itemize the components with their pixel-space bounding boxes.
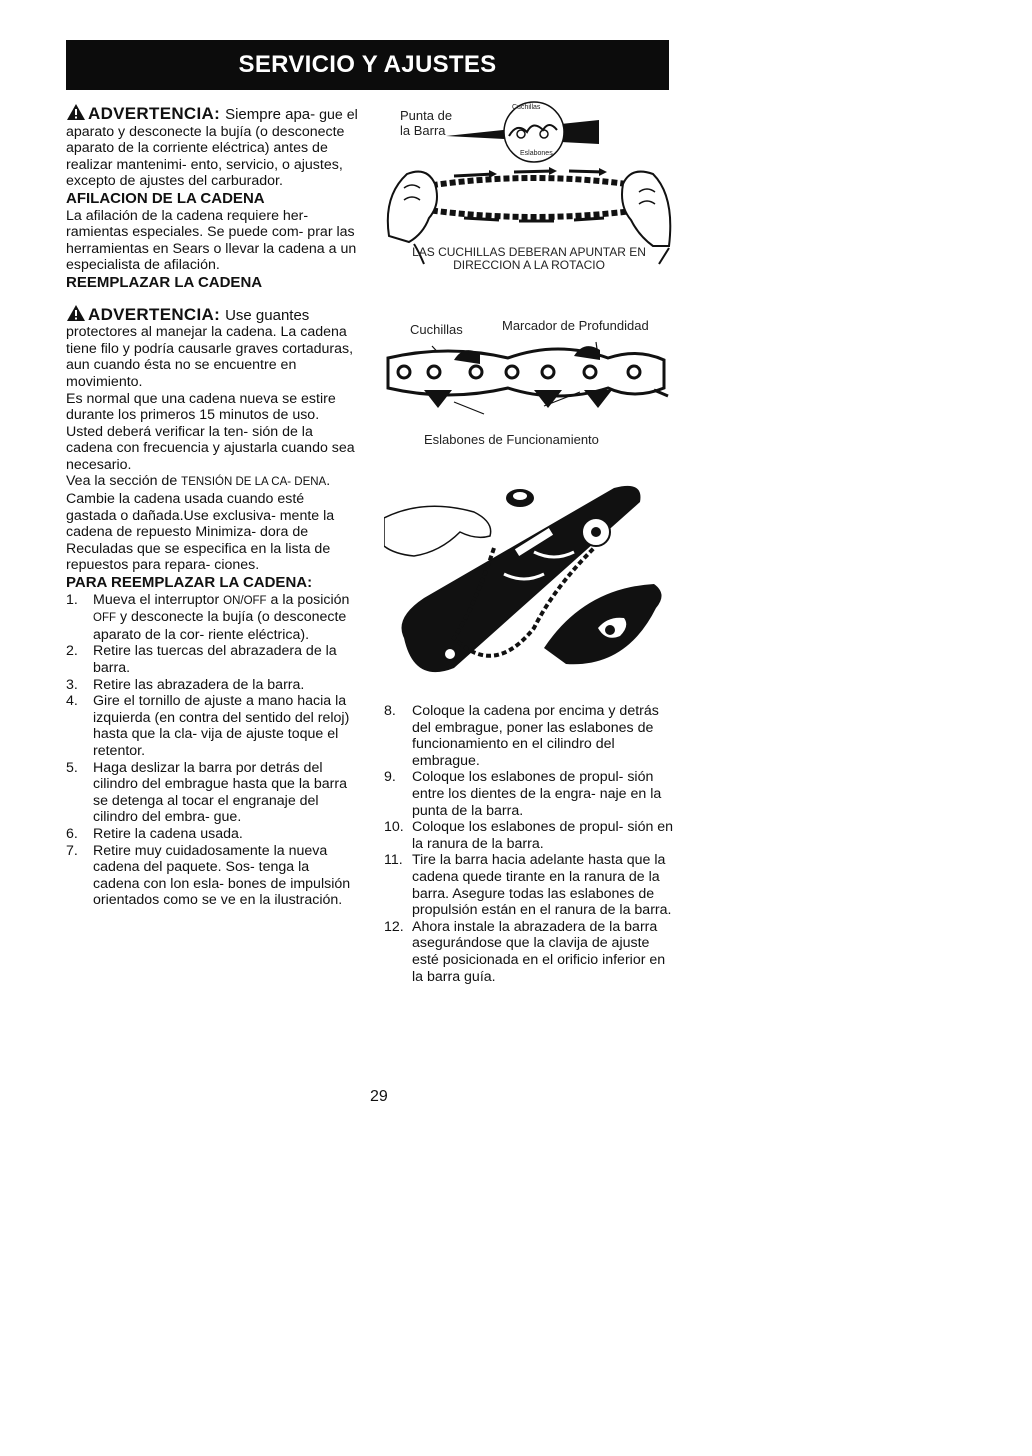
step-text: Gire el tornillo de ajuste a mano hacia la izquierda (en contra del sentido del reloj) hasta que la cla- vija de ajuste toque el retentor.	[93, 693, 350, 759]
rotation-caption: LAS CUCHILLAS DEBERAN APUNTAR EN DIRECCION A LA ROTACIO	[412, 245, 646, 272]
step-text: Coloque la cadena por encima y detrás del embrague, poner las eslabones de funcionamiento en el cilindro del embrague.	[412, 703, 659, 769]
page-number: 29	[370, 1088, 388, 1105]
warning-1-body: gue el aparato y desconecte la bujía (o desconecte aparato de la corriente eléctrica) antes de realizar mantenimi- ento, servicio, o ajustes, excepto de ajustes del carburador.	[66, 107, 358, 190]
list-item	[66, 843, 358, 909]
list-item	[66, 677, 358, 694]
step-text: Retire las abrazadera de la barra.	[93, 676, 305, 693]
chain-parts-figure	[384, 316, 674, 456]
step-text: Tire la barra hacia adelante hasta que la cadena quede tirante en la ranura de la barra. Asegure todas las eslabones de propulsión están en el ranura de la barra.	[412, 852, 672, 919]
cutters-label: Cuchillas	[410, 322, 463, 337]
step-number: 6.	[66, 825, 78, 842]
warning-1-lead: Siempre apa-	[225, 106, 316, 123]
normal-stretch-body: Es normal que una cadena nueva se estire durante los primeros 15 minutos de uso. Usted deberá verificar la ten- sión de la cadena con frecuencia y ajustarla cuando sea necesario.	[66, 390, 355, 473]
warning-2	[66, 304, 358, 391]
step-number: 4.	[66, 693, 78, 710]
list-item	[66, 760, 358, 826]
drive-links-label: Eslabones de Funcionamiento	[424, 432, 599, 447]
list-item	[66, 693, 358, 759]
list-item	[384, 703, 674, 769]
step-number: 8.	[384, 703, 396, 719]
step-text: Coloque los eslabones de propul- sión en la ranura de la barra.	[412, 819, 674, 852]
list-item	[66, 826, 358, 843]
left-column	[66, 103, 358, 909]
see-section-body	[66, 473, 358, 574]
step-text: Retire la cadena usada.	[93, 825, 243, 842]
step-number: 11.	[384, 852, 403, 869]
step-text: Haga deslizar la barra por detrás del cilindro del embrague hasta que la barra se detenga al tocar el engranaje del cilindro del embra- gue.	[93, 759, 347, 826]
list-item	[66, 643, 358, 676]
step-number: 7.	[66, 842, 78, 859]
step-text: Mueva el interruptor	[93, 591, 220, 608]
warning-2-lead: Use guantes	[225, 306, 310, 324]
step-text: Retire muy cuidadosamente la nueva cadena del paquete. Sos- tenga la cadena con lon esla- bones de impulsión orientados como se ve en la ilustración.	[93, 842, 351, 909]
step-text: Retire las tuercas del abrazadera de la barra.	[93, 643, 337, 676]
step-text: y desconecte la bujía (o desconecte aparato de la cor- riente eléctrica).	[93, 609, 347, 643]
step-text: Coloque los eslabones de propul- sión entre los dientes de la engra- naje en la punta de la barra.	[412, 769, 662, 819]
see-text-c: . Cambie la cadena usada cuando esté gastada o dañada.Use exclusiva- mente la cadena de repuesto Minimiza- dora de Reculadas que se especifica en la lista de repuestos para repara- ciones.	[66, 473, 335, 574]
section-title: SERVICIO Y AJUSTES	[238, 51, 497, 78]
chain-install-illustration	[384, 478, 674, 688]
step-number: 3.	[66, 676, 78, 693]
depth-gauge-label: Marcador de Profundidad	[502, 318, 649, 333]
see-text-b: TENSIÓN DE LA CA- DENA	[181, 476, 327, 489]
replace-title: REEMPLAZAR LA CADENA	[66, 273, 263, 291]
list-item	[384, 852, 674, 918]
steps-title: PARA REEMPLAZAR LA CADENA:	[66, 574, 313, 592]
step-number: 10.	[384, 819, 404, 836]
chain-direction-figure	[384, 96, 674, 276]
step-number: 5.	[66, 759, 78, 776]
section-banner	[66, 40, 669, 90]
warning-1	[66, 103, 358, 190]
step-text: a la posición	[270, 591, 350, 608]
step-number: 12.	[384, 918, 404, 935]
sharpen-title: AFILACION DE LA CADENA	[66, 189, 265, 207]
sharpen-body: La afilación de la cadena requiere her- ramientas especiales. Se puede com- prar las herramientas en Sears o llevar la cadena a un especialista de afilación.	[66, 207, 357, 274]
list-item	[384, 769, 674, 819]
cutters-small-label: Cuchillas	[512, 104, 541, 111]
chain-install-figure	[384, 478, 674, 688]
left-steps-list	[66, 592, 358, 909]
step-number: 9.	[384, 769, 396, 786]
list-item	[384, 919, 674, 985]
links-small-label: Eslabones	[520, 150, 553, 157]
warning-2-label: ADVERTENCIA:	[88, 304, 221, 324]
right-steps-list	[384, 703, 674, 985]
list-item	[384, 819, 674, 852]
step-text: ON/OFF	[223, 594, 267, 607]
bar-tip-label: Punta de la Barra	[400, 108, 453, 138]
step-text: OFF	[93, 612, 116, 625]
step-number: 2.	[66, 643, 78, 660]
warning-triangle-icon	[66, 304, 86, 322]
list-item	[66, 592, 358, 644]
warning-triangle-icon	[66, 103, 86, 121]
right-column	[384, 703, 674, 985]
step-text: Ahora instale la abrazadera de la barra asegurándose que la clavija de ajuste esté posicionada en el orificio inferior en la barra guía.	[412, 918, 666, 985]
warning-2-body: protectores al manejar la cadena. La cadena tiene filo y podría causarle graves cortaduras, aun cuando ésta no se encuentre en movimiento.	[66, 324, 354, 390]
step-number: 1.	[66, 591, 78, 608]
see-text-a: Vea la sección de	[66, 473, 178, 490]
warning-1-label: ADVERTENCIA:	[88, 104, 221, 123]
